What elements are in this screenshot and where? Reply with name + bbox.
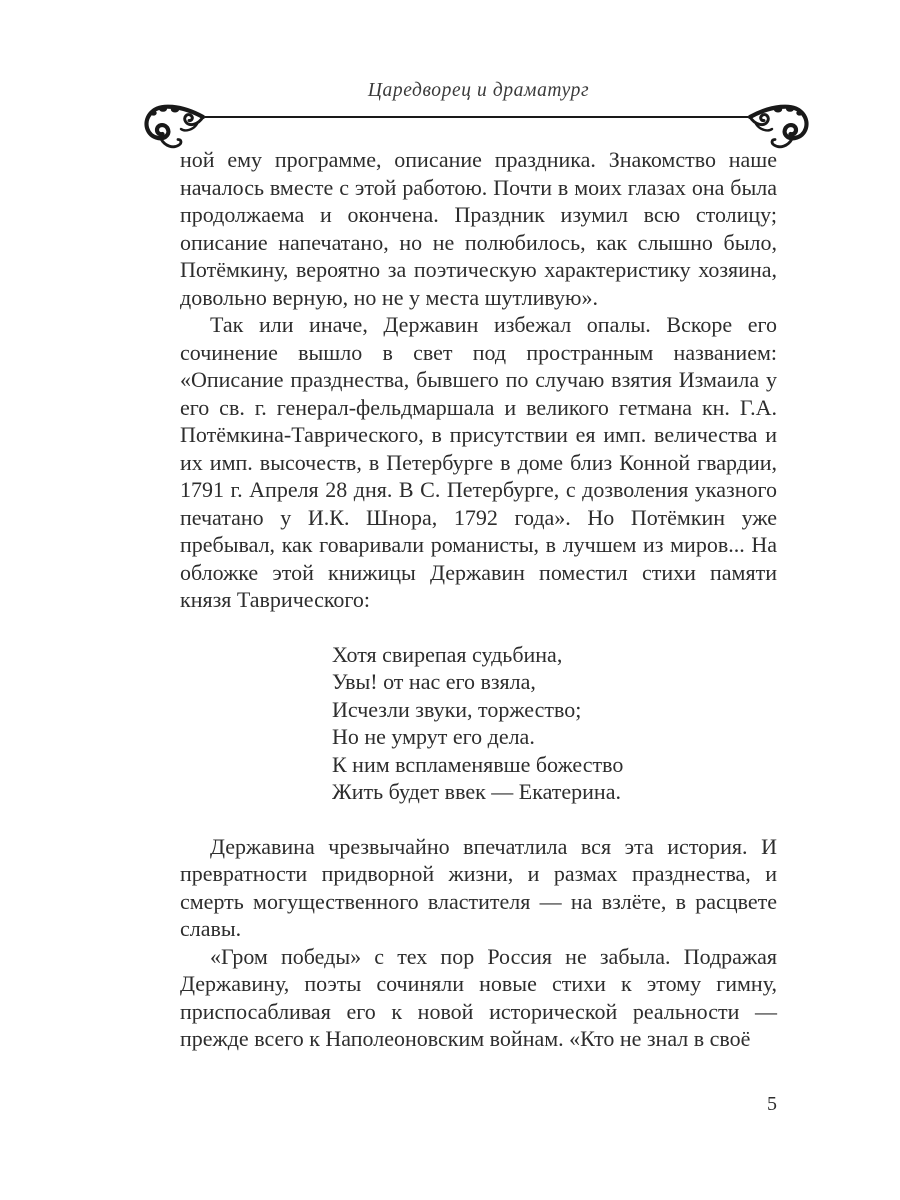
- poem-line: К ним вспламенявше божество: [332, 751, 624, 777]
- poem-line: Жить будет ввек — Екатерина.: [332, 779, 621, 804]
- body-paragraph: Так или иначе, Державин избежал опалы. Вскоре его сочинение вышло в свет под пространным названием: «Описание празднества, бывшего по случаю взятия Измаила у его св. г. генерал-фельдмаршала и великого гетмана кн. Г.А. Потёмкина-Таврического, в присутствии ея имп. величества и их имп. высочеств, в Петербурге в доме близ Конной гвардии, 1791 г. Апреля 28 дня. В С. Петербурге, с дозволения указного печатано у И.К. Шнора, 1792 года». Но Потёмкин уже пребывал, как говаривали романисты, в лучшем из миров... На обложке этой книжицы Державин поместил стихи памяти князя Таврического:: [180, 312, 777, 612]
- horizontal-rule: [205, 116, 748, 119]
- body-paragraph: «Гром победы» с тех пор Россия не забыла. Подражая Державину, поэты сочиняли новые стихи к этому гимну, приспосабливая его к новой исторической реальности — прежде всего к Наполеоновским войнам. «Кто не знал в своё: [180, 943, 777, 1051]
- poem-block: [332, 641, 777, 806]
- poem-line: Хотя свирепая судьбина,: [332, 641, 563, 667]
- poem-line: Исчезли звуки, торжество;: [332, 696, 582, 722]
- body-paragraph: Державина чрезвычайно впечатлила вся эта история. И превратности придворной жизни, и размах празднества, и смерть могущественного властителя — на взлёте, в расцвете славы.: [180, 833, 777, 941]
- poem-line: Увы! от нас его взяла,: [332, 669, 536, 694]
- body-text: [180, 146, 777, 1053]
- body-paragraph: ной ему программе, описание праздника. Знакомство наше началось вместе с этой работою. Почти в моих глазах она была продолжаема и окончена. Праздник изумил всю столицу; описание напечатано, но не полюбилось, как слышно было, Потёмкину, вероятно за поэтическую характеристику хозяина, довольно верную, но не у места шутливую».: [180, 147, 777, 310]
- page-number: 5: [767, 1093, 777, 1115]
- ornamental-rule: [141, 104, 812, 152]
- running-head: Царедворец и драматург: [367, 80, 590, 101]
- flourish-ornament-left-icon: [141, 104, 205, 150]
- flourish-ornament-right-icon: [748, 104, 812, 150]
- poem-line: Но не умрут его дела.: [332, 724, 535, 749]
